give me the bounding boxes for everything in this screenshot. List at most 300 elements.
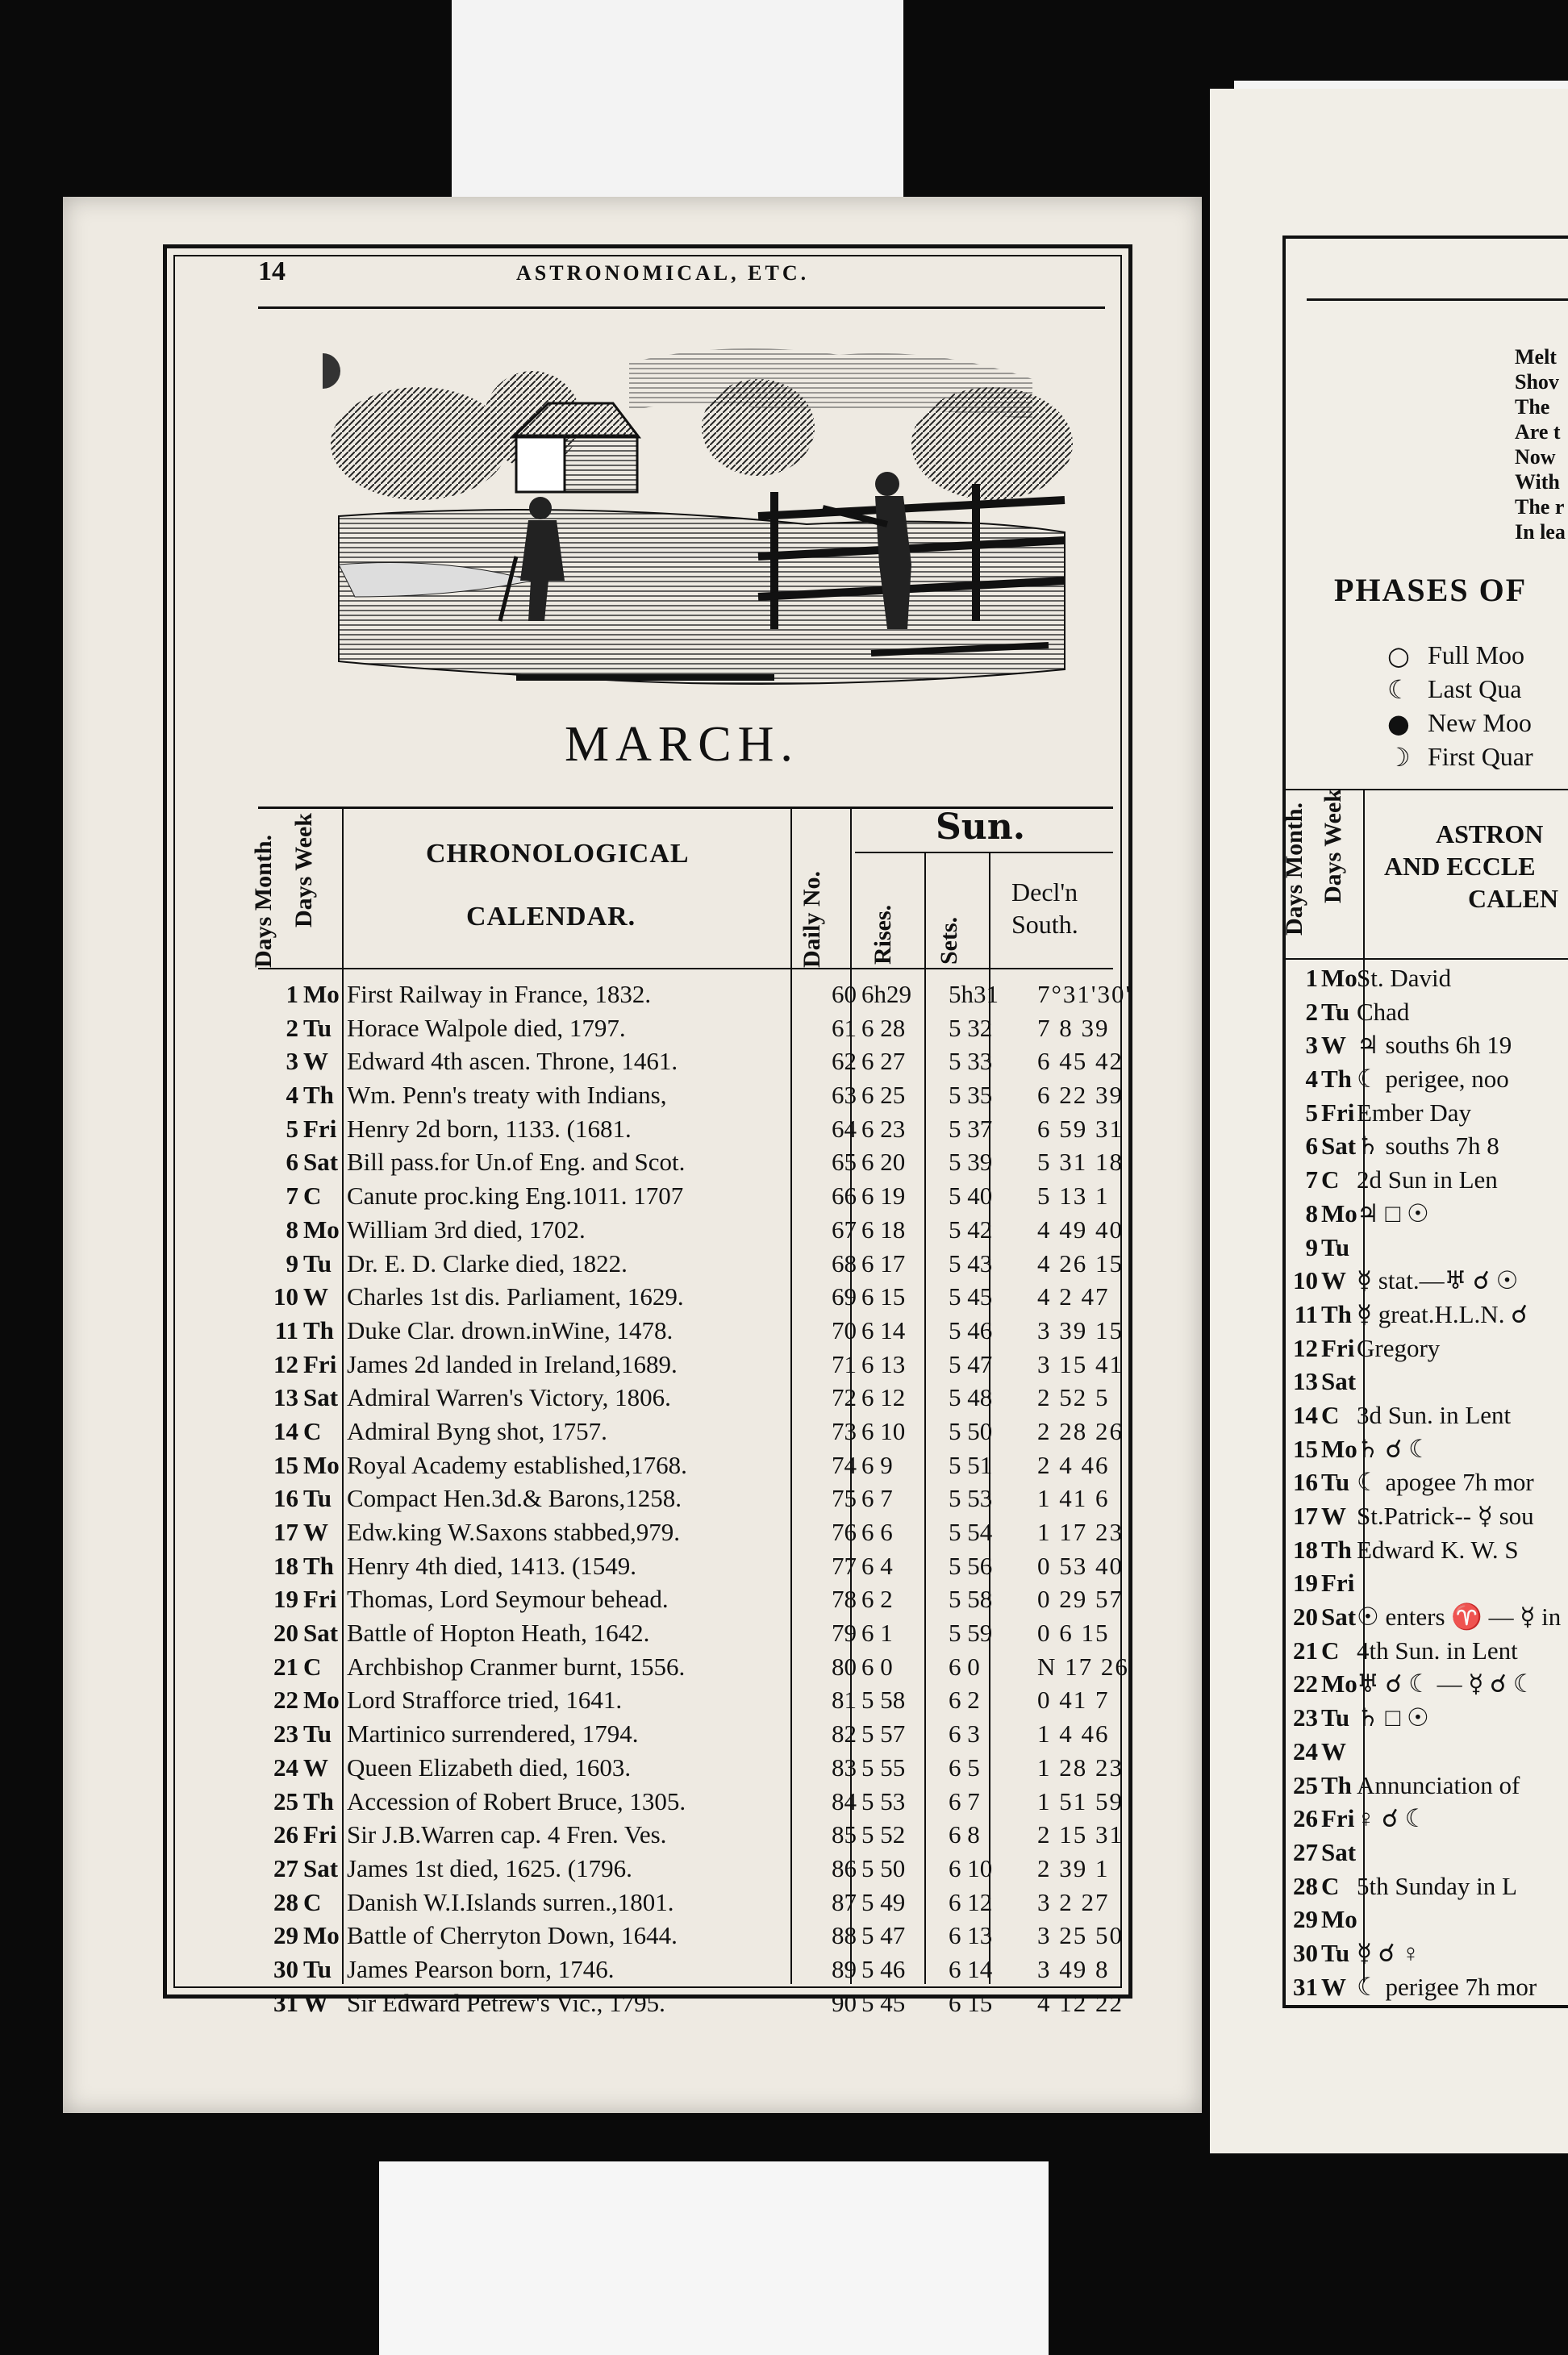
table-row: [258, 1011, 1129, 1045]
day-of-month: 13: [1293, 1367, 1318, 1396]
table-row: [1284, 1062, 1568, 1096]
table-row: [258, 1549, 1129, 1583]
header-days-week: Days Week: [290, 813, 317, 927]
daily-number: 79: [832, 1619, 857, 1648]
event-text: ♅ ☌ ☾ — ☿ ☌ ☾: [1357, 1669, 1536, 1699]
header-rises: Rises.: [869, 904, 896, 965]
day-of-week: Fri: [1321, 1804, 1355, 1833]
declination: 1 4 46: [1037, 1719, 1110, 1749]
day-of-month: 30: [273, 1954, 298, 1983]
daily-number: 64: [832, 1114, 857, 1143]
poem-line: With: [1515, 470, 1560, 494]
day-of-week: C: [303, 1416, 322, 1445]
head-rule: [258, 306, 1105, 309]
sun-sets: 6 7: [949, 1786, 980, 1815]
day-of-month: 4: [286, 1081, 298, 1110]
declination: 4 12 22: [1037, 1988, 1124, 2017]
day-of-week: Mo: [1321, 1669, 1357, 1699]
day-of-month: 26: [273, 1820, 298, 1849]
declination: 1 41 6: [1037, 1484, 1110, 1513]
daily-number: 69: [832, 1282, 857, 1311]
table-row: [1284, 1197, 1568, 1231]
day-of-week: Sat: [1321, 1132, 1357, 1161]
sun-rises: 5 57: [861, 1719, 906, 1749]
sun-sets: 6 15: [949, 1988, 993, 2017]
event-text: Lord Strafforce tried, 1641.: [347, 1686, 623, 1715]
declination: 2 52 5: [1037, 1383, 1110, 1412]
table-row: [1284, 961, 1568, 995]
day-of-week: C: [303, 1182, 322, 1211]
day-of-month: 29: [1293, 1905, 1318, 1934]
sun-sets: 6 13: [949, 1921, 993, 1950]
day-of-week: W: [1321, 1031, 1346, 1060]
event-text: 4th Sun. in Lent: [1357, 1636, 1518, 1665]
table-row: [258, 1213, 1129, 1247]
table-row: [258, 1145, 1129, 1179]
table-row: [1284, 1163, 1568, 1197]
day-of-week: C: [303, 1887, 322, 1916]
sun-sets: 5 37: [949, 1114, 993, 1143]
poem-line: The r: [1515, 495, 1565, 519]
sun-rises: 6 10: [861, 1416, 906, 1445]
table-row: [258, 1179, 1129, 1213]
declination: 4 26 15: [1037, 1248, 1124, 1278]
daily-number: 90: [832, 1988, 857, 2017]
declination: 0 41 7: [1037, 1686, 1110, 1715]
day-of-month: 3: [1305, 1031, 1318, 1060]
table-row: [1284, 1365, 1568, 1398]
declination: 2 15 31: [1037, 1820, 1124, 1849]
sun-sets: 6 2: [949, 1686, 980, 1715]
day-of-month: 12: [273, 1349, 298, 1378]
table-row: [1284, 995, 1568, 1029]
moon-phase-label: New Moo: [1428, 708, 1532, 737]
event-text: Annunciation of: [1357, 1770, 1520, 1799]
table-row: [258, 1078, 1129, 1112]
day-of-week: Sat: [1321, 1367, 1357, 1396]
moon-phase-label: Last Qua: [1428, 674, 1522, 703]
paper-slip-bottom: [379, 2161, 1049, 2355]
day-of-week: Tu: [303, 1013, 332, 1042]
daily-number: 65: [832, 1148, 857, 1177]
day-of-month: 28: [273, 1887, 298, 1916]
header-south: South.: [1011, 910, 1078, 939]
day-of-month: 23: [273, 1719, 298, 1749]
poem-line: Shov: [1515, 370, 1559, 394]
right-header-astron: ASTRON: [1436, 819, 1544, 848]
sun-sets: 5 50: [949, 1416, 993, 1445]
daily-number: 81: [832, 1686, 857, 1715]
right-header-days-week: Days Week: [1320, 789, 1346, 903]
daily-number: 80: [832, 1652, 857, 1681]
day-of-month: 2: [1305, 997, 1318, 1026]
day-of-week: C: [1321, 1871, 1340, 1900]
table-row: [1284, 1735, 1568, 1769]
table-row: [1284, 1264, 1568, 1298]
day-of-month: 20: [1293, 1603, 1318, 1632]
day-of-week: Th: [303, 1315, 334, 1344]
day-of-month: 27: [273, 1853, 298, 1882]
event-text: Admiral Warren's Victory, 1806.: [347, 1383, 671, 1412]
event-text: Bill pass.for Un.of Eng. and Scot.: [347, 1148, 686, 1177]
declination: 4 49 40: [1037, 1215, 1124, 1244]
event-text: ☾ perigee 7h mor: [1357, 1972, 1537, 2001]
sun-rises: 5 55: [861, 1753, 906, 1782]
day-of-week: Fri: [1321, 1098, 1355, 1127]
day-of-month: 29: [273, 1921, 298, 1950]
event-text: James 1st died, 1625. (1796.: [347, 1853, 632, 1882]
day-of-month: 1: [286, 980, 298, 1008]
day-of-week: Fri: [303, 1585, 337, 1614]
day-of-week: W: [303, 1518, 328, 1546]
sun-rises: 6 28: [861, 1013, 906, 1042]
poem-line: The: [1515, 395, 1550, 419]
table-row: [1284, 1231, 1568, 1265]
daily-number: 89: [832, 1954, 857, 1983]
event-text: Duke Clar. drown.inWine, 1478.: [347, 1315, 673, 1344]
day-of-week: C: [303, 1652, 322, 1681]
day-of-month: 10: [273, 1282, 298, 1311]
sun-rises: 6 2: [861, 1585, 893, 1614]
day-of-month: 3: [286, 1047, 298, 1076]
sun-sets: 5 58: [949, 1585, 993, 1614]
sun-sets: 6 3: [949, 1719, 980, 1749]
declination: 0 29 57: [1037, 1585, 1124, 1614]
event-text: St.Patrick-- ☿ sou: [1357, 1502, 1534, 1530]
sun-sets: 5 53: [949, 1484, 993, 1513]
event-text: Edward 4th ascen. Throne, 1461.: [347, 1047, 678, 1076]
table-row: [1284, 1499, 1568, 1533]
table-row: [1284, 1298, 1568, 1332]
table-row: [258, 1852, 1129, 1886]
daily-number: 88: [832, 1921, 857, 1950]
header-sets: Sets.: [936, 916, 962, 965]
table-row: [1284, 1769, 1568, 1803]
table-row: [1284, 1566, 1568, 1600]
table-row: [258, 1448, 1129, 1482]
daily-number: 63: [832, 1081, 857, 1110]
day-of-month: 7: [286, 1182, 298, 1211]
daily-number: 78: [832, 1585, 857, 1614]
chronological-calendar-rows: [258, 977, 1132, 2019]
day-of-week: W: [1321, 1502, 1346, 1530]
sun-rises: 6 12: [861, 1383, 906, 1412]
day-of-week: W: [1321, 1266, 1346, 1295]
sun-sets: 5 47: [949, 1349, 993, 1378]
day-of-month: 6: [286, 1148, 298, 1177]
header-declination: Decl'n: [1011, 877, 1078, 907]
table-row: [258, 1650, 1129, 1684]
event-text: ♄ souths 7h 8: [1357, 1132, 1499, 1161]
sun-rises: 6 20: [861, 1148, 906, 1177]
daily-number: 71: [832, 1349, 857, 1378]
table-row: [258, 1044, 1129, 1078]
day-of-week: Sat: [1321, 1837, 1357, 1866]
page-number: 14: [258, 256, 286, 286]
day-of-week: Th: [303, 1551, 334, 1580]
right-header-calen: CALEN: [1468, 884, 1559, 913]
daily-number: 62: [832, 1047, 857, 1076]
day-of-month: 21: [1293, 1636, 1318, 1665]
sun-sets: 5 56: [949, 1551, 993, 1580]
table-row: [258, 1280, 1129, 1314]
sun-sets: 5 32: [949, 1013, 993, 1042]
day-of-month: 10: [1293, 1266, 1318, 1295]
day-of-month: 11: [1294, 1299, 1318, 1328]
table-row: [1284, 1096, 1568, 1130]
sun-rises: 5 52: [861, 1820, 906, 1849]
declination: 7 8 39: [1037, 1013, 1110, 1042]
sun-sets: 5 48: [949, 1383, 993, 1412]
event-text: ♄ ☌ ☾: [1357, 1434, 1431, 1463]
woodcut-illustration: [323, 323, 1073, 710]
day-of-month: 14: [1293, 1400, 1318, 1429]
table-row: [258, 1482, 1129, 1515]
sun-sets: 6 12: [949, 1887, 993, 1916]
sun-rises: 6 18: [861, 1215, 906, 1244]
day-of-week: Tu: [1321, 1938, 1350, 1967]
day-of-month: 5: [1305, 1098, 1318, 1127]
sun-rises: 6 1: [861, 1619, 893, 1648]
declination: 7°31'30': [1037, 980, 1132, 1008]
day-of-week: Sat: [303, 1148, 339, 1177]
event-text: Henry 4th died, 1413. (1549.: [347, 1551, 637, 1580]
event-text: ☿ stat.—♅ ☌ ☉: [1357, 1266, 1519, 1295]
table-row: [1284, 1332, 1568, 1365]
table-row: [1284, 1533, 1568, 1567]
day-of-month: 31: [273, 1988, 298, 2017]
moon-phase-label: First Quar: [1428, 742, 1533, 771]
event-text: Queen Elizabeth died, 1603.: [347, 1753, 632, 1782]
declination: 3 15 41: [1037, 1349, 1124, 1378]
sun-rises: 6 7: [861, 1484, 893, 1513]
sun-sets: 6 0: [949, 1652, 980, 1681]
event-text: ♄ □ ☉: [1357, 1703, 1429, 1732]
declination: 0 6 15: [1037, 1619, 1110, 1648]
day-of-month: 21: [273, 1652, 298, 1681]
table-row: [1284, 1634, 1568, 1668]
daily-number: 70: [832, 1315, 857, 1344]
sun-rises: 6 4: [861, 1551, 893, 1580]
sun-rises: 6 13: [861, 1349, 906, 1378]
table-row: [1284, 1802, 1568, 1836]
declination: 2 28 26: [1037, 1416, 1124, 1445]
sun-sets: 5h31: [949, 980, 999, 1008]
table-row: [1284, 1129, 1568, 1163]
sun-rises: 6 23: [861, 1114, 906, 1143]
declination: 1 51 59: [1037, 1786, 1124, 1815]
day-of-week: C: [1321, 1165, 1340, 1194]
astronomical-calendar-rows: [1284, 961, 1568, 2003]
sun-rises: 5 50: [861, 1853, 906, 1882]
day-of-week: Fri: [303, 1820, 337, 1849]
daily-number: 76: [832, 1518, 857, 1546]
event-text: First Railway in France, 1832.: [347, 980, 652, 1008]
day-of-month: 22: [1293, 1669, 1318, 1699]
moon-phase-icon: ☽: [1387, 742, 1411, 773]
event-text: Archbishop Cranmer burnt, 1556.: [347, 1652, 686, 1681]
sun-sets: 5 40: [949, 1182, 993, 1211]
day-of-week: W: [1321, 1972, 1346, 2001]
table-row: [1284, 1970, 1568, 2004]
day-of-month: 8: [286, 1215, 298, 1244]
event-text: ☉ enters ♈ — ☿ in: [1357, 1603, 1562, 1632]
event-text: ☿ ☌ ♀: [1357, 1938, 1420, 1967]
day-of-week: Sat: [303, 1853, 339, 1882]
sun-sets: 5 59: [949, 1619, 993, 1648]
day-of-month: 2: [286, 1013, 298, 1042]
moon-phase-icon: ☾: [1387, 674, 1411, 705]
table-row: [1284, 1936, 1568, 1970]
day-of-week: Mo: [1321, 1434, 1357, 1463]
table-row: [258, 1717, 1129, 1751]
event-text: Battle of Cherryton Down, 1644.: [347, 1921, 678, 1950]
event-text: Danish W.I.Islands surren.,1801.: [347, 1887, 674, 1916]
day-of-month: 20: [273, 1619, 298, 1648]
declination: 5 31 18: [1037, 1148, 1124, 1177]
daily-number: 84: [832, 1786, 857, 1815]
table-row: [1284, 1903, 1568, 1936]
event-text: Royal Academy established,1768.: [347, 1450, 687, 1479]
day-of-month: 4: [1305, 1065, 1318, 1094]
day-of-month: 19: [1293, 1569, 1318, 1598]
table-row: [258, 1986, 1129, 2020]
event-text: ♃ souths 6h 19: [1357, 1031, 1512, 1060]
event-text: Compact Hen.3d.& Barons,1258.: [347, 1484, 682, 1513]
daily-number: 68: [832, 1248, 857, 1278]
sun-rises: 6 27: [861, 1047, 906, 1076]
paper-slip-top: [452, 0, 903, 202]
day-of-month: 9: [1305, 1232, 1318, 1261]
table-row: [258, 977, 1132, 1011]
event-text: Edw.king W.Saxons stabbed,979.: [347, 1518, 681, 1546]
declination: 3 49 8: [1037, 1954, 1110, 1983]
event-text: Accession of Robert Bruce, 1305.: [347, 1786, 686, 1815]
day-of-week: Tu: [1321, 1703, 1350, 1732]
moon-phase-icon: ○: [1387, 640, 1410, 671]
day-of-week: Tu: [303, 1248, 332, 1278]
declination: 2 4 46: [1037, 1450, 1110, 1479]
event-text: Wm. Penn's treaty with Indians,: [347, 1081, 667, 1110]
daily-number: 61: [832, 1013, 857, 1042]
daily-number: 66: [832, 1182, 857, 1211]
daily-number: 74: [832, 1450, 857, 1479]
day-of-week: Sat: [303, 1619, 339, 1648]
sun-sets: 5 54: [949, 1518, 993, 1546]
daily-number: 85: [832, 1820, 857, 1849]
sun-rises: 6 19: [861, 1182, 906, 1211]
day-of-week: Tu: [303, 1484, 332, 1513]
phases-title: PHASES OF: [1334, 572, 1528, 608]
day-of-week: W: [303, 1753, 328, 1782]
daily-number: 67: [832, 1215, 857, 1244]
day-of-month: 18: [1293, 1535, 1318, 1564]
sun-sets: 5 39: [949, 1148, 993, 1177]
event-text: 2d Sun in Len: [1357, 1165, 1498, 1194]
day-of-week: W: [1321, 1736, 1346, 1765]
daily-number: 73: [832, 1416, 857, 1445]
right-header-eccle: AND ECCLE: [1384, 852, 1536, 881]
table-row: [258, 1886, 1129, 1919]
table-row: [1284, 1701, 1568, 1735]
day-of-month: 9: [286, 1248, 298, 1278]
day-of-week: Fri: [303, 1114, 337, 1143]
declination: 3 2 27: [1037, 1887, 1110, 1916]
header-calendar: CALENDAR.: [466, 902, 636, 932]
event-text: ♀ ☌ ☾: [1357, 1804, 1428, 1833]
sun-rises: 5 58: [861, 1686, 906, 1715]
day-of-month: 8: [1305, 1198, 1318, 1228]
day-of-month: 11: [274, 1315, 298, 1344]
daily-number: 87: [832, 1887, 857, 1916]
day-of-week: Tu: [1321, 1232, 1350, 1261]
event-text: Thomas, Lord Seymour behead.: [347, 1585, 669, 1614]
day-of-month: 16: [1293, 1468, 1318, 1497]
table-row: [258, 1751, 1129, 1785]
day-of-month: 7: [1305, 1165, 1318, 1194]
daily-number: 82: [832, 1719, 857, 1749]
sun-rises: 6 17: [861, 1248, 906, 1278]
day-of-week: Mo: [303, 1450, 340, 1479]
event-text: Ember Day: [1357, 1098, 1472, 1127]
declination: 6 45 42: [1037, 1047, 1124, 1076]
table-row: [258, 1818, 1129, 1852]
day-of-month: 12: [1293, 1333, 1318, 1362]
event-text: Henry 2d born, 1133. (1681.: [347, 1114, 632, 1143]
day-of-month: 30: [1293, 1938, 1318, 1967]
day-of-month: 22: [273, 1686, 298, 1715]
right-head-rule: [1307, 298, 1568, 301]
declination: 6 22 39: [1037, 1081, 1124, 1110]
day-of-month: 25: [1293, 1770, 1318, 1799]
event-text: Canute proc.king Eng.1011. 1707: [347, 1182, 684, 1211]
day-of-month: 23: [1293, 1703, 1318, 1732]
day-of-week: C: [1321, 1636, 1340, 1665]
event-text: 3d Sun. in Lent: [1357, 1400, 1512, 1429]
sun-sets: 5 35: [949, 1081, 993, 1110]
sun-sets: 5 51: [949, 1450, 993, 1479]
sun-sets: 5 46: [949, 1315, 993, 1344]
day-of-month: 17: [273, 1518, 298, 1546]
declination: 1 28 23: [1037, 1753, 1124, 1782]
day-of-week: W: [303, 1047, 328, 1076]
sun-rises: 5 47: [861, 1921, 906, 1950]
right-header-days-month: Days Month.: [1281, 802, 1307, 936]
header-days-month: Days Month.: [250, 834, 277, 968]
sun-rises: 6 25: [861, 1081, 906, 1110]
day-of-week: Sat: [1321, 1603, 1357, 1632]
header-bottom-rule: [258, 968, 1113, 969]
table-row: [1284, 1465, 1568, 1499]
day-of-week: Mo: [303, 1215, 340, 1244]
day-of-week: Fri: [1321, 1333, 1355, 1362]
event-text: William 3rd died, 1702.: [347, 1215, 586, 1244]
event-text: ♃ □ ☉: [1357, 1198, 1429, 1228]
declination: 3 39 15: [1037, 1315, 1124, 1344]
day-of-month: 15: [273, 1450, 298, 1479]
table-row: [1284, 1028, 1568, 1062]
event-text: St. David: [1357, 964, 1452, 992]
table-row: [258, 1381, 1129, 1415]
table-row: [1284, 1836, 1568, 1869]
declination: 4 2 47: [1037, 1282, 1110, 1311]
sun-icon: [323, 353, 340, 389]
sun-rises: 6 15: [861, 1282, 906, 1311]
day-of-week: Mo: [1321, 964, 1357, 992]
day-of-week: Tu: [1321, 997, 1350, 1026]
table-row: [258, 1112, 1129, 1146]
day-of-week: Mo: [303, 980, 340, 1008]
